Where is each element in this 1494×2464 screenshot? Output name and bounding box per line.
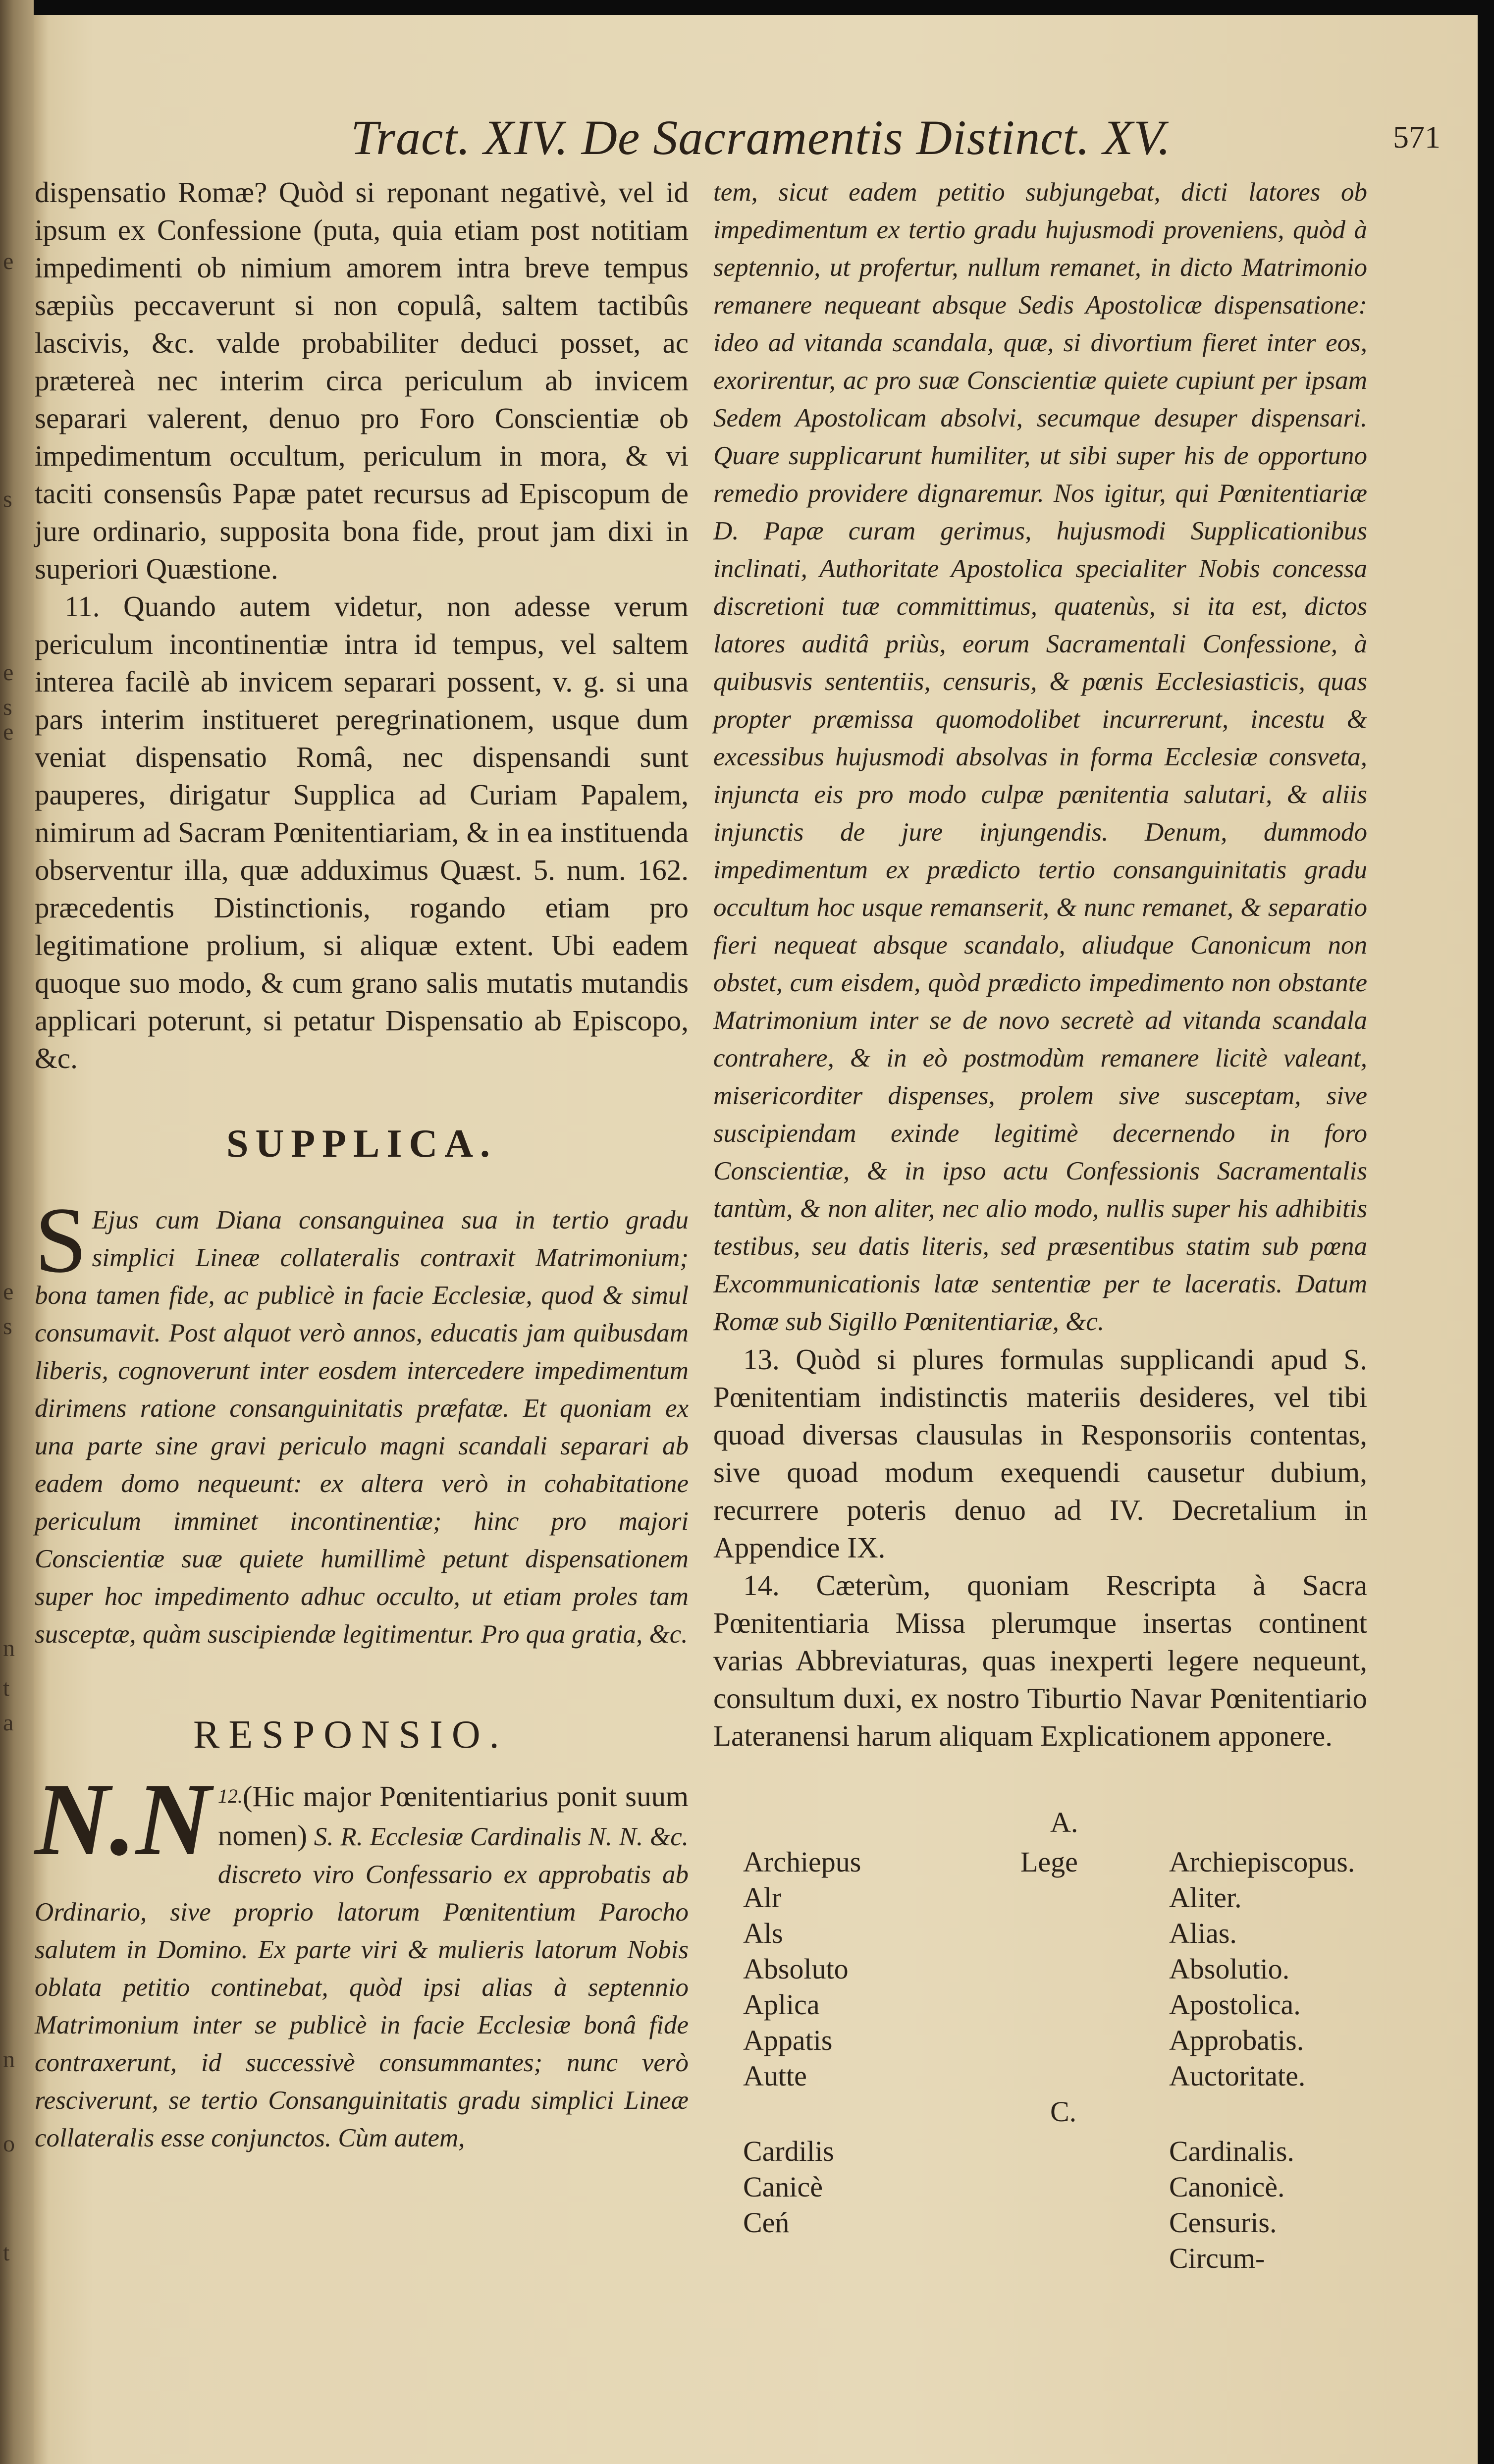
expansion: Censuris. [1169,2206,1277,2239]
paragraph-11: 11. Quando autem videtur, non adesse verum periculum incontinentiæ intra id tempus, vel saltem interea facilè ab invicem separari possent, v. g. si una pars interim institueret peregrinationem, usque dum veniat dispensatio Româ, nec dispensandi sunt pauperes, dirigatur Supplica ad Curiam Papalem, nimirum ad Sacram Pœnitentiariam, & in ea instituenda observentur illa, quæ adduximus Quæst. 5. num. 162. præcedentis Distinctionis, rogando etiam pro legitimatione prolium, si aliquæ extent. Ubi eadem quoque suo modo, & cum grano salis mutatis mutandis applicari poterunt, si petatur Dispensatio ab Episcopo, &c. [35,590,689,1074]
expansion: Circum- [1169,2242,1265,2274]
supplica-heading: SUPPLICA. [226,1122,497,1166]
previous-page-fragment: s [3,694,12,720]
abbreviation: Cardilis [743,2135,834,2167]
responsio-text [35,1762,689,2157]
abbreviation: Canicè [743,2171,823,2203]
running-header [311,109,1450,168]
expansion: Alias. [1169,1917,1237,1949]
expansion: Approbatis. [1169,2024,1304,2056]
abbreviation-row [713,2024,1432,2059]
previous-page-fragment: n [3,1635,15,1661]
paragraph-number: 12. [217,1785,243,1807]
previous-page-fragment: o [3,2131,15,2157]
lege-label: Lege [1020,1846,1078,1878]
expansion: Absolutio. [1169,1953,1290,1985]
abbreviation-row [713,2135,1432,2170]
responsio-continuation: tem, sicut eadem petitio subjungebat, dicti latores ob impedimentum ex tertio gradu hujusmodi proveniens, quòd à septennio, ut profertur, nullum remanet, in dicto Matrimonio remanere nequeant absque Sedis Apostolicæ dispensatione: ideo ad vitanda scandala, quæ, si divortium fieret inter eos, exorirentur, ac pro suæ Conscientiæ quiete cupiunt per ipsam Sedem Apostolicam absolvi, secumque desuper dispensari. Quare supplicarunt humiliter, ut sibi super his de opportuno remedio providere dignaremur. Nos igitur, qui Pœnitentiariæ D. Papæ curam gerimus, hujusmodi Supplicationibus inclinati, Authoritate Apostolica specialiter Nobis concessa discretioni tuæ committimus, quatenùs, si ita est, dictos latores auditâ priùs, eorum Sacramentali Confessione, à quibusvis sententiis, censuris, & pœnis Ecclesiasticis, quas propter præmissa quomodolibet incurrerunt, incestu & excessibus hujusmodi absolvas in forma Ecclesiæ consveta, injuncta eis pro modo culpæ pænitentia salutari, & aliis injunctis de jure injungendis. Denum, dummodo impedimentum ex prædicto tertio consanguinitatis gradu occultum hoc usque remanserit, & nunc remanet, & separatio fieri nequeat absque scandalo, aliudque Canonicum non obstet, cum eisdem, quòd prædicto impedimento non obstante Matrimonium inter se de novo secretè ad vitanda scandala contrahere, & in eò postmodùm remanere licitè valeant, misericorditer dispenses, prolem sive susceptam, sive suscipiendam exinde legitimè decernendo in foro Conscientiæ, & in ipso actu Confessionis Sacramentalis tantùm, & non aliter, nec alio modo, nullis super his adhibitis testibus, seu datis literis, sed præsentibus statim sub pœna Excommunicationis latæ sententiæ per te laceratis. Datum Romæ sub Sigillo Pœnitentiariæ, &c. [713,178,1367,1336]
letter-a: A. [1050,1806,1078,1838]
previous-page-fragment: s [3,1313,12,1339]
abbreviation-row [713,2170,1432,2206]
supplica-body: Ejus cum Diana consanguinea sua in tertio gradu simplici Lineæ collateralis contraxit Matrimonium; bona tamen fide, ac publicè in facie Ecclesiæ, quod & simul consumavit. Post alquot verò annos, educatis jam quibusdam liberis, cognoverunt inter eosdem intercedere impedimentum dirimens ratione consanguinitatis præfatæ. Et quoniam ex una parte sine gravi periculo magni scandali separari ab eadem domo nequeunt: ex altera verò in cohabitatione periculum imminet incontinentiæ; hinc pro majori Conscientiæ suæ quiete humillimè petunt dispensationem super hoc impedimento adhuc occulto, ut etiam proles tam susceptæ, quàm suscipiendæ legitimentur. Pro qua gratia, &c. [35,1206,689,1649]
abbreviation-row [713,2206,1432,2242]
paragraph-13: 13. Quòd si plures formulas supplicandi apud S. Pœnitentiam indistinctis materiis desideres, vel tibi quoad diversas clausulas in Responsoriis contentas, sive quoad modum exequendi causetur dubium, recurrere poteris denuo ad IV. Decretalium in Appendice IX. [713,1343,1367,1564]
expansion: Canonicè. [1169,2171,1285,2203]
abbreviation-row [713,1917,1432,1952]
abbreviation-table [713,1806,1432,2277]
abbreviation-row [713,2059,1432,2095]
supplica-text [35,1188,689,1653]
abbreviation: Appatis [743,2024,833,2056]
section-letter-a [713,1806,1432,1845]
abbreviation: Alr [743,1881,782,1914]
expansion: Apostolica. [1169,1988,1301,2021]
abbreviation-row [713,1845,1432,1881]
paragraph-continuation: dispensatio Romæ? Quòd si reponant negativè, vel id ipsum ex Confessione (puta, quia etiam post notitiam impedimenti ob nimium amorem intra breve tempus sæpiùs peccaverunt si non copulâ, saltem tactibûs lascivis, &c. valde probabiliter deduci posset, ac prætereà nec interim circa periculum ab invicem separari valerent, denuo pro Foro Conscientiæ ob impedimentum occultum, periculum in mora, & vi taciti consensûs Papæ patet recursus ad Episcopum de jure ordinario, supposita bona fide, prout jam dixi in superiori Quæstione. [35,176,689,585]
expansion: Cardinalis. [1169,2135,1294,2167]
abbreviation: Ceń [743,2206,790,2239]
running-title: Tract. XIV. De Sacramentis Distinct. XV. [351,110,1171,165]
abbreviation-row [713,2242,1432,2277]
responsio-body: S. R. Ecclesiæ Cardinalis N. N. &c. discreto viro Confessario ex approbatis ab Ordinario, sive proprio latorum Pœnitentium Parocho salutem in Domino. Ex parte viri & mulieris latorum Nobis oblata petitio continebat, quòd ipsi alias à septennio Matrimonium inter se publicè in facie Ecclesiæ bonâ fide contraxerunt, id successivè consummantes; nunc verò resciverunt, se tertio Consanguinitatis gradu simplici Lineæ collateralis esse conjunctos. Cùm autem, [35,1822,689,2152]
previous-page-fragment: e [3,1279,14,1305]
previous-page-fragment: e [3,248,14,274]
paragraph-14: 14. Cæterùm, quoniam Rescripta à Sacra Pœnitentiaria Missa plerumque insertas continent varias Abbreviaturas, quas inexperti legere nequeunt, consultum duxi, ex nostro Tiburtio Navar Pœnitentiario Lateranensi harum aliquam Explicationem apponere. [713,1569,1367,1752]
abbreviation-row [713,1988,1432,2024]
previous-page-edge [0,0,34,2464]
responsio-heading: RESPONSIO. [193,1713,508,1757]
responsio-parenthesis: (Hic major Pœnitentiarius ponit suum nomen) [217,1780,689,1852]
abbreviation-row [713,1952,1432,1988]
right-column [713,173,1367,1755]
letter-c: C. [1050,2095,1077,2128]
book-page [34,15,1478,2464]
previous-page-fragment: e [3,659,14,686]
expansion: Archiepiscopus. [1169,1846,1355,1878]
abbreviation: Absoluto [743,1953,849,1985]
expansion: Aliter. [1169,1881,1242,1914]
expansion: Auctoritate. [1169,2060,1306,2092]
previous-page-fragment: t [3,2240,10,2266]
previous-page-fragment: a [3,1710,14,1736]
previous-page-fragment: n [3,2046,15,2073]
abbreviation-row [713,1881,1432,1917]
previous-page-fragment: s [3,486,12,512]
previous-page-fragment: e [3,719,14,745]
drop-capital: S [35,1188,87,1292]
section-letter-c [713,2095,1432,2135]
page-number: 571 [1393,119,1441,155]
abbreviation: Archiepus [743,1846,861,1878]
abbreviation: Autte [743,2060,807,2092]
drop-capital: N.N [35,1762,211,1877]
previous-page-fragment: t [3,1675,10,1701]
abbreviation: Aplica [743,1988,820,2021]
left-column [35,173,689,2157]
abbreviation: Als [743,1917,783,1949]
